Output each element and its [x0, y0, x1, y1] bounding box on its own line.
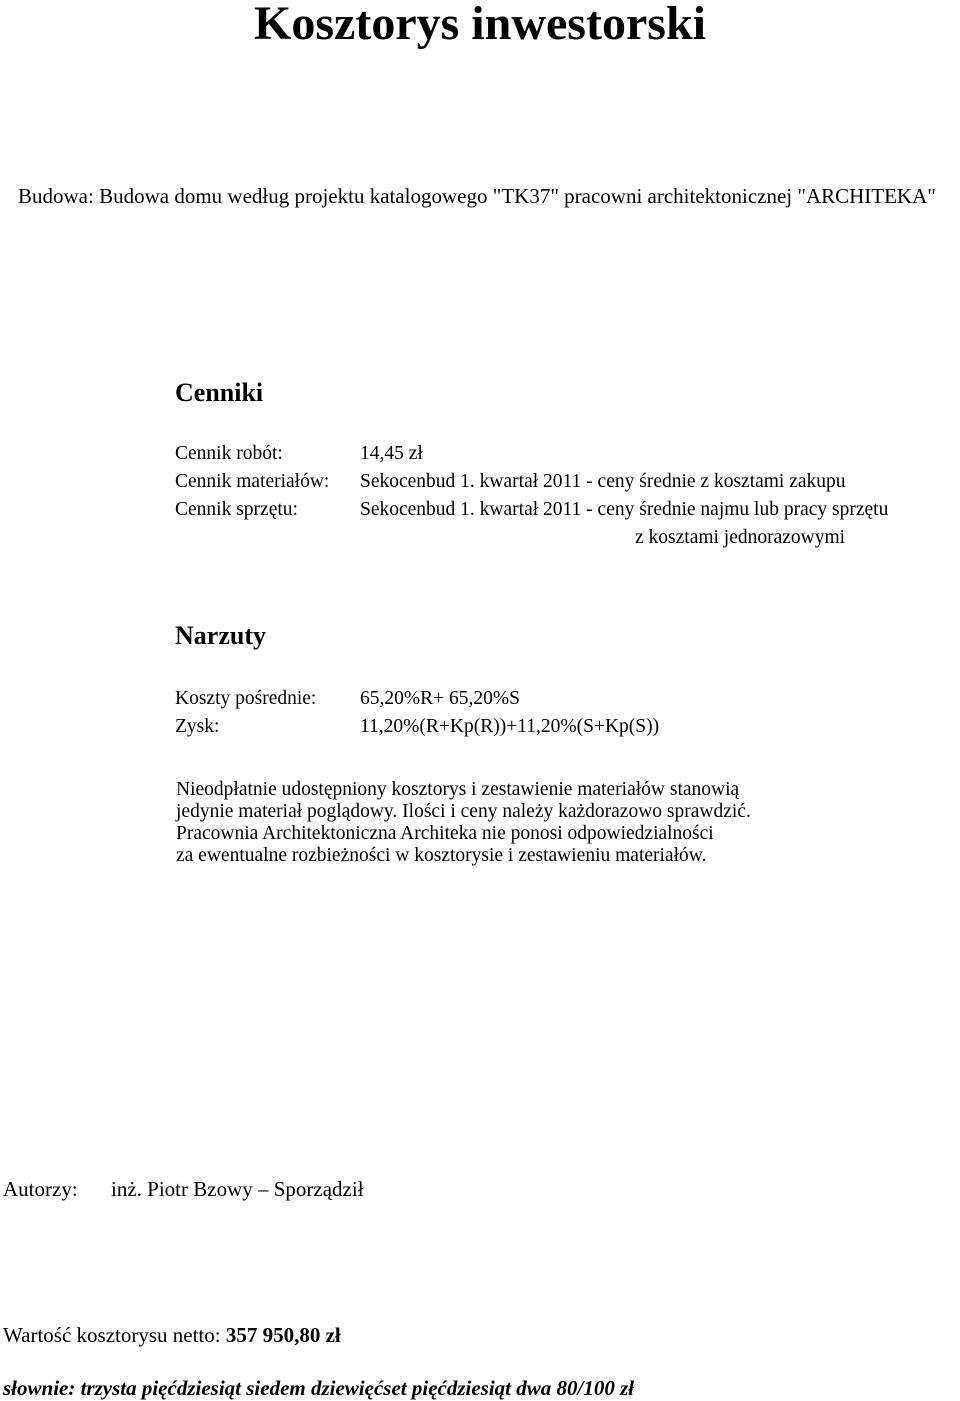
- authors-value: inż. Piotr Bzowy – Sporządził: [111, 1177, 364, 1201]
- budowa-line: [18, 183, 938, 210]
- cennik-sprzetu-value-cont: z kosztami jednorazowymi: [635, 527, 846, 548]
- cennik-materialow-value: Sekocenbud 1. kwartał 2011 - ceny średnie z kosztami zakupu: [360, 471, 846, 492]
- budowa-text: Budowa domu według projektu katalogowego "TK37" pracowni architektonicznej "ARCHITEKA": [99, 184, 936, 208]
- koszty-posrednie-label: Koszty pośrednie:: [175, 688, 317, 709]
- value-label: Wartość kosztorysu netto:: [3, 1323, 221, 1347]
- authors-label: Autorzy:: [3, 1177, 78, 1201]
- disclaimer: [176, 779, 876, 867]
- cenniki-heading: Cenniki: [175, 378, 264, 407]
- document-title: Kosztorys inwestorski: [254, 0, 706, 50]
- cennik-sprzetu-label: Cennik sprzętu:: [175, 499, 298, 520]
- disclaimer-line: Nieodpłatnie udostępniony kosztorys i zestawienie materiałów stanowią: [176, 779, 740, 800]
- cennik-sprzetu-value: Sekocenbud 1. kwartał 2011 - ceny średnie najmu lub pracy sprzętu: [360, 499, 889, 520]
- amount-in-words: słownie: trzysta pięćdziesiąt siedem dziewięćset pięćdziesiąt dwa 80/100 zł: [3, 1376, 635, 1400]
- disclaimer-line: za ewentualne rozbieżności w kosztorysie i zestawieniu materiałów.: [176, 845, 707, 866]
- value-amount: 357 950,80 zł: [225, 1323, 341, 1347]
- zysk-value: 11,20%(R+Kp(R))+11,20%(S+Kp(S)): [360, 716, 660, 737]
- narzuty-heading: Narzuty: [175, 621, 266, 650]
- budowa-label: Budowa:: [18, 184, 94, 208]
- cennik-materialow-label: Cennik materiałów:: [175, 471, 330, 492]
- cennik-robot-label: Cennik robót:: [175, 443, 283, 464]
- disclaimer-line: Pracownia Architektoniczna Architeka nie ponosi odpowiedzialności: [176, 823, 714, 844]
- zysk-label: Zysk:: [175, 716, 220, 737]
- value-line: [3, 1322, 341, 1348]
- cennik-robot-value: 14,45 zł: [360, 443, 423, 464]
- disclaimer-line: jedynie materiał poglądowy. Ilości i ceny należy każdorazowo sprawdzić.: [176, 801, 751, 822]
- koszty-posrednie-value: 65,20%R+ 65,20%S: [360, 688, 520, 709]
